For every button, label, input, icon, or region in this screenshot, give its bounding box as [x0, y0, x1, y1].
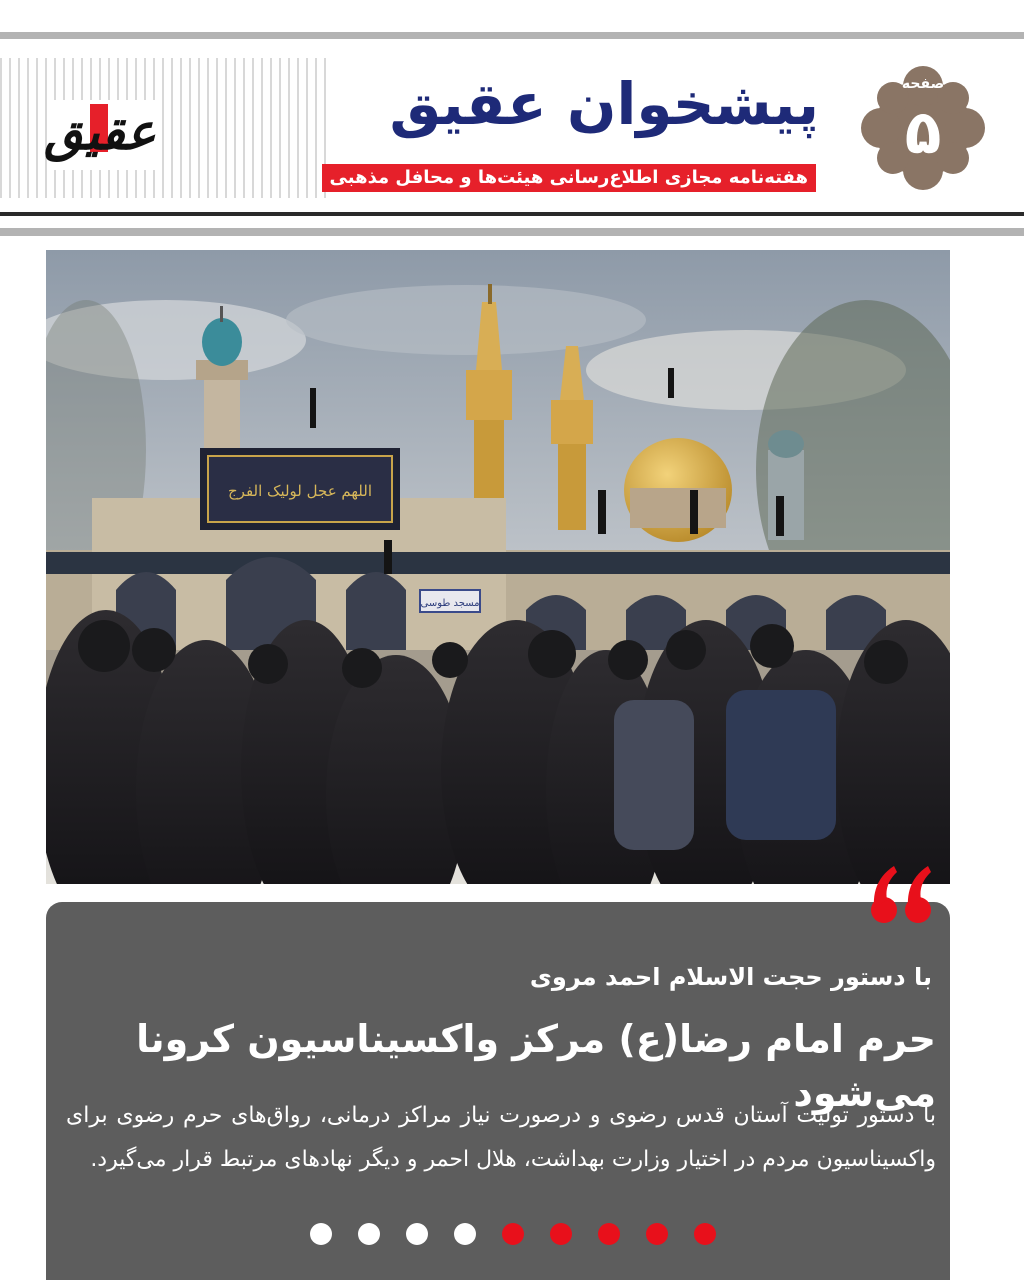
header-gray-rule: [0, 228, 1024, 236]
page-label: صفحه: [901, 76, 945, 92]
pagination-dot[interactable]: [358, 1223, 380, 1245]
top-rule: [0, 32, 1024, 39]
pagination-dot[interactable]: [694, 1223, 716, 1245]
pagination-dot[interactable]: [502, 1223, 524, 1245]
pagination-dot[interactable]: [454, 1223, 476, 1245]
masthead-title: پیشخوان عقیق: [389, 70, 819, 138]
pagination-dot[interactable]: [550, 1223, 572, 1245]
pagination-dot[interactable]: [598, 1223, 620, 1245]
logo-text: عقیق: [44, 102, 156, 161]
shrine-photo: [46, 250, 950, 884]
article-body: با دستور تولیت آستان قدس رضوی و درصورت نیاز مراکز درمانی، رواق‌های حرم رضوی برای واکسیناسیون مردم در اختیار وزارت بهداشت، هلال احمر و دیگر نهادهای مرتبط قرار می‌گیرد.: [66, 1103, 936, 1172]
header-bottom-rule: [0, 212, 1024, 216]
article-headline: حرم امام رضا(ع) مرکز واکسیناسیون کرونا می‌شود: [136, 1017, 936, 1115]
page-number: ۵: [904, 98, 942, 168]
pagination-dot[interactable]: [646, 1223, 668, 1245]
quote-icon: [860, 856, 940, 936]
masthead-tagline: هفته‌نامه مجازی اطلاع‌رسانی هیئت‌ها و محافل مذهبی: [322, 164, 816, 192]
pagination-dot[interactable]: [310, 1223, 332, 1245]
pagination-dot[interactable]: [406, 1223, 428, 1245]
page-number-badge: [858, 62, 988, 194]
banner-calligraphy: اللهم عجل لولیک الفرج: [227, 482, 373, 500]
pagination-dots: [310, 1223, 716, 1247]
aghigh-logo: [44, 100, 156, 170]
masthead-header: [0, 44, 1024, 210]
article-kicker: با دستور حجت الاسلام احمد مروی: [529, 963, 932, 991]
photo-sign: مسجد طوسی: [420, 598, 480, 609]
